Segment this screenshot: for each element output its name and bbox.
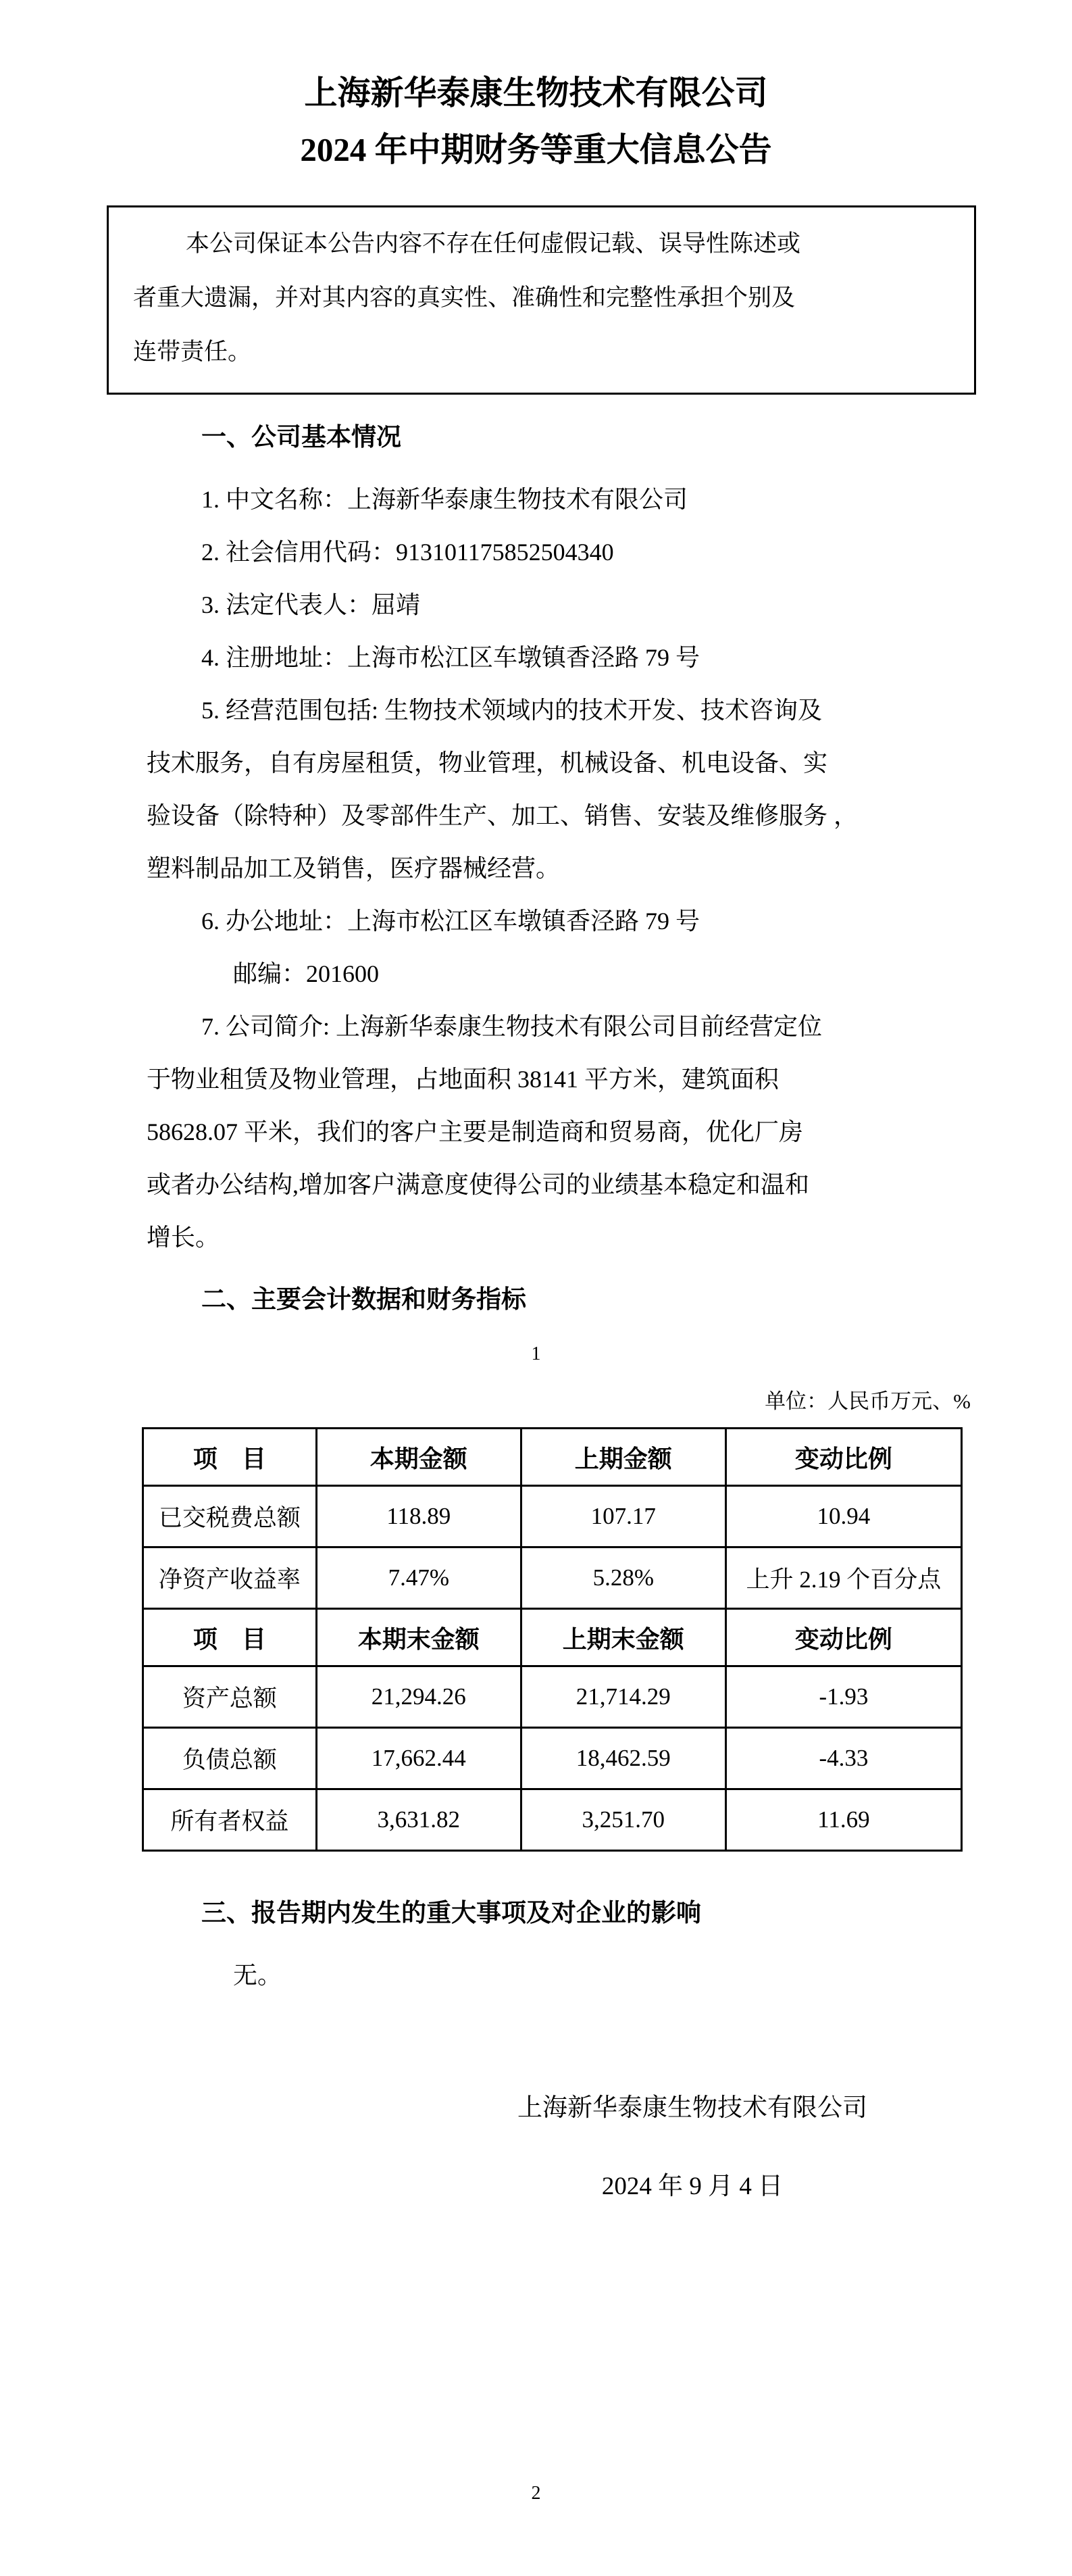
section1-item-5-line: 验设备（除特种）及零部件生产、加工、销售、安装及维修服务 ， (147, 802, 859, 829)
table-cell: 上升 2.19 个百分点 (725, 1547, 961, 1609)
section1-item-2: 2. 社会信用代码：913101175852504340 (201, 539, 614, 566)
table-row (143, 1547, 962, 1609)
table-cell: 净资产收益率 (143, 1547, 317, 1609)
table-cell: 17,662.44 (316, 1728, 521, 1789)
title-line-2: 2024 年中期财务等重大信息公告 (300, 131, 772, 168)
table-cell: 3,251.70 (521, 1789, 725, 1851)
disclaimer-line: 连带责任。 (133, 339, 252, 365)
table-cell: 21,714.29 (521, 1666, 725, 1728)
signature-date: 2024 年 9 月 4 日 (601, 2173, 784, 2200)
table-cell: 所有者权益 (143, 1789, 317, 1851)
table-cell: 负债总额 (143, 1728, 317, 1789)
financial-table (142, 1427, 963, 1852)
section1-item-7-line: 或者办公结构,增加客户满意度使得公司的业绩基本稳定和温和 (147, 1171, 810, 1198)
section1-item-4: 4. 注册地址：上海市松江区车墩镇香泾路 79 号 (201, 644, 700, 671)
disclaimer-line: 者重大遗漏，并对其内容的真实性、准确性和完整性承担个别及 (133, 284, 796, 311)
page-number-2: 2 (531, 2483, 541, 2504)
table-header-cell: 项 目 (143, 1429, 317, 1486)
section3-heading: 三、报告期内发生的重大事项及对企业的影响 (201, 1899, 701, 1927)
section1-item-5-line: 5. 经营范围包括: 生物技术领域内的技术开发、技术咨询及 (201, 697, 823, 724)
section1-item-7-line: 增长。 (147, 1224, 220, 1251)
table-header-cell: 本期末金额 (316, 1609, 521, 1666)
disclaimer-box (107, 205, 976, 395)
table-cell: 已交税费总额 (143, 1486, 317, 1547)
table-cell: 5.28% (521, 1547, 725, 1609)
table-header-cell: 本期金额 (316, 1429, 521, 1486)
table-header-cell: 变动比例 (725, 1609, 961, 1666)
table-row (143, 1486, 962, 1547)
table-header-row-1 (143, 1429, 962, 1486)
table-cell: 21,294.26 (316, 1666, 521, 1728)
section1-item-7-line: 58628.07 平米，我们的客户主要是制造商和贸易商，优化厂房 (147, 1118, 804, 1145)
table-header-cell: 项 目 (143, 1609, 317, 1666)
signature-company: 上海新华泰康生物技术有限公司 (517, 2094, 867, 2122)
document-title (0, 0, 1072, 178)
section2-heading: 二、主要会计数据和财务指标 (201, 1285, 526, 1313)
table-row (143, 1666, 962, 1728)
table-cell: 资产总额 (143, 1666, 317, 1728)
table-header-row-2 (143, 1609, 962, 1666)
table-cell: -4.33 (725, 1728, 961, 1789)
section1-item-6: 6. 办公地址：上海市松江区车墩镇香泾路 79 号 (201, 908, 700, 935)
section1-item-5-line: 塑料制品加工及销售，医疗器械经营。 (147, 855, 561, 882)
disclaimer-line: 本公司保证本公告内容不存在任何虚假记载、误导性陈述或 (186, 230, 801, 257)
signature-block (473, 2088, 912, 2207)
table-cell: 107.17 (521, 1486, 725, 1547)
table-row (143, 1728, 962, 1789)
page-number-1: 1 (531, 1343, 541, 1364)
section1-heading: 一、公司基本情况 (201, 423, 401, 451)
section1-item-1: 1. 中文名称：上海新华泰康生物技术有限公司 (201, 486, 688, 513)
table-header-cell: 上期金额 (521, 1429, 725, 1486)
table-header-cell: 变动比例 (725, 1429, 961, 1486)
table-header-cell: 上期末金额 (521, 1609, 725, 1666)
section1-item-3: 3. 法定代表人：屈靖 (201, 591, 421, 618)
document-body (0, 411, 1072, 2207)
table-cell: 11.69 (725, 1789, 961, 1851)
table-row (143, 1789, 962, 1851)
section3-content: 无。 (233, 1962, 282, 1989)
section1-item-6-postcode: 邮编：201600 (233, 960, 380, 987)
table-unit-note: 单位：人民币万元、% (765, 1389, 971, 1413)
section1-item-7-line: 7. 公司简介: 上海新华泰康生物技术有限公司目前经营定位 (201, 1013, 823, 1040)
section1-item-5-line: 技术服务，自有房屋租赁，物业管理，机械设备、机电设备、实 (147, 749, 828, 776)
table-cell: 10.94 (725, 1486, 961, 1547)
table-cell: 7.47% (316, 1547, 521, 1609)
table-cell: 18,462.59 (521, 1728, 725, 1789)
table-cell: 3,631.82 (316, 1789, 521, 1851)
section1-item-7-line: 于物业租赁及物业管理，占地面积 38141 平方米，建筑面积 (147, 1066, 780, 1093)
table-cell: -1.93 (725, 1666, 961, 1728)
title-line-1: 上海新华泰康生物技术有限公司 (304, 74, 768, 112)
table-cell: 118.89 (316, 1486, 521, 1547)
